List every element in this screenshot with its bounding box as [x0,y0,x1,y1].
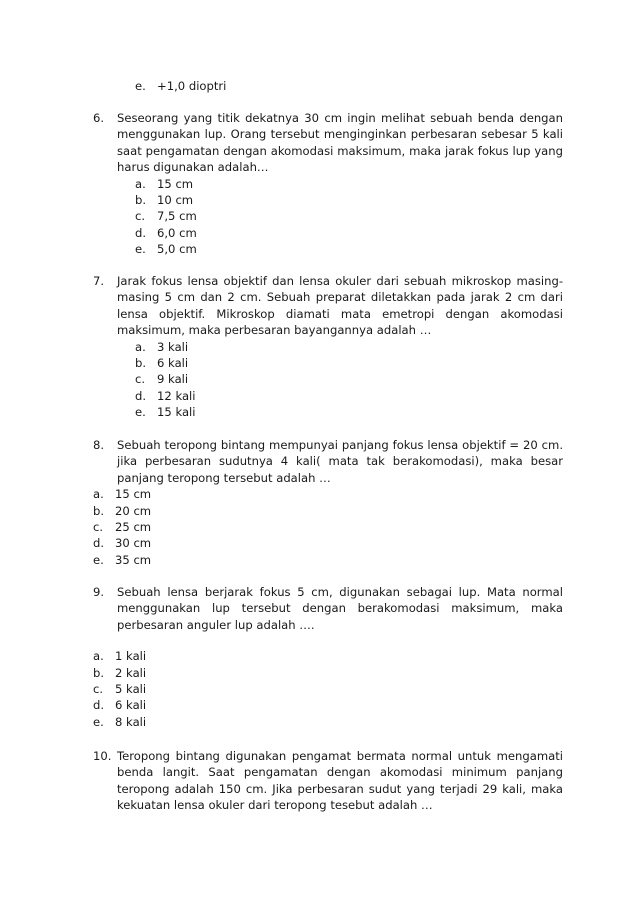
option-text: 15 kali [157,405,196,420]
option-text: 6,0 cm [157,225,197,240]
option-list [93,486,563,568]
option-text: 10 cm [157,193,194,208]
option-letter: c. [93,682,104,697]
option-letter: d. [93,698,105,713]
option-d [93,697,563,713]
option-c [135,371,563,387]
option-text: 8 kali [115,714,147,729]
option-a [135,339,563,355]
option-a [135,176,563,192]
option-text: 35 cm [115,552,152,567]
option-a [93,486,563,502]
option-text: +1,0 dioptri [157,79,227,93]
option-letter: e. [93,714,104,729]
option-letter: d. [135,388,147,403]
option-text: 20 cm [115,503,152,518]
option-e [93,552,563,568]
question-number: 6. [93,111,105,125]
option-letter: e. [135,242,146,257]
option-text: 9 kali [157,372,189,387]
question-6 [93,110,563,258]
question-text: Teropong bintang digunakan pengamat bermata normal untuk mengamati benda langit. Saat pengamatan dengan akomodasi minimum panjang teropong adalah 150 cm. Jika perbesaran sudut yang terjadi 29 kali, maka kekuatan lensa okuler dari teropong tesebut adalah … [117,749,563,813]
option-letter: b. [93,503,105,518]
option-d [135,225,563,241]
question-7 [93,273,563,421]
option-e [135,78,563,94]
question-text: Sebuah lensa berjarak fokus 5 cm, digunakan sebagai lup. Mata normal menggunakan lup tersebut dengan berakomodasi maksimum, maka perbesaran anguler lup adalah …. [117,585,563,632]
option-list [135,176,563,258]
option-letter: b. [93,665,105,680]
question-number: 10. [93,749,112,763]
option-list [93,648,563,730]
option-text: 15 cm [157,176,194,191]
question-text: Sebuah teropong bintang mempunyai panjang fokus lensa objektif = 20 cm. jika perbesaran sudutnya 4 kali( mata tak berakomodasi), maka besar panjang teropong tersebut adalah … [117,438,563,485]
option-d [93,535,563,551]
option-text: 25 cm [115,520,152,535]
option-e [93,714,563,730]
option-text: 6 kali [115,698,147,713]
option-text: 2 kali [115,665,147,680]
option-letter: d. [93,536,105,551]
option-d [135,388,563,404]
option-letter: c. [93,520,104,535]
question-8 [93,437,563,568]
option-c [135,208,563,224]
option-text: 15 cm [115,487,152,502]
option-b [135,355,563,371]
option-letter: b. [135,356,147,371]
top-option [93,78,563,94]
option-text: 7,5 cm [157,209,197,224]
option-letter: c. [135,372,146,387]
option-letter: e. [93,552,104,567]
option-text: 1 kali [115,649,147,664]
option-text: 5 kali [115,682,147,697]
option-a [93,648,563,664]
option-b [93,665,563,681]
question-text: Jarak fokus lensa objektif dan lensa okuler dari sebuah mikroskop masing-masing 5 cm dan 2 cm. Sebuah preparat diletakkan pada jarak 2 cm dari lensa objektif. Mikroskop diamati mata emetropi dengan akomodasi maksimum, maka perbesaran bayangannya adalah … [117,274,563,338]
option-list [135,339,563,421]
option-letter: b. [135,193,147,208]
option-letter: c. [135,209,146,224]
option-text: 5,0 cm [157,242,197,257]
option-letter: a. [93,649,104,664]
option-e [135,404,563,420]
option-c [93,519,563,535]
option-text: 12 kali [157,388,196,403]
question-number: 7. [93,274,105,288]
option-letter: a. [135,176,146,191]
option-b [93,503,563,519]
option-letter: e. [135,79,146,93]
option-letter: a. [93,487,104,502]
option-c [93,681,563,697]
question-number: 8. [93,438,105,452]
option-e [135,241,563,257]
question-10 [93,748,563,814]
option-letter: e. [135,405,146,420]
option-letter: a. [135,339,146,354]
question-9 [93,584,563,730]
question-number: 9. [93,585,105,599]
option-text: 6 kali [157,356,189,371]
option-b [135,192,563,208]
option-text: 3 kali [157,339,189,354]
option-text: 30 cm [115,536,152,551]
option-letter: d. [135,225,147,240]
question-text: Seseorang yang titik dekatnya 30 cm ingin melihat sebuah benda dengan menggunakan lup. Orang tersebut menginginkan perbesaran sebesar 5 kali saat pengamatan dengan akomodasi maksimum, maka jarak fokus lup yang harus digunakan adalah… [117,111,563,175]
